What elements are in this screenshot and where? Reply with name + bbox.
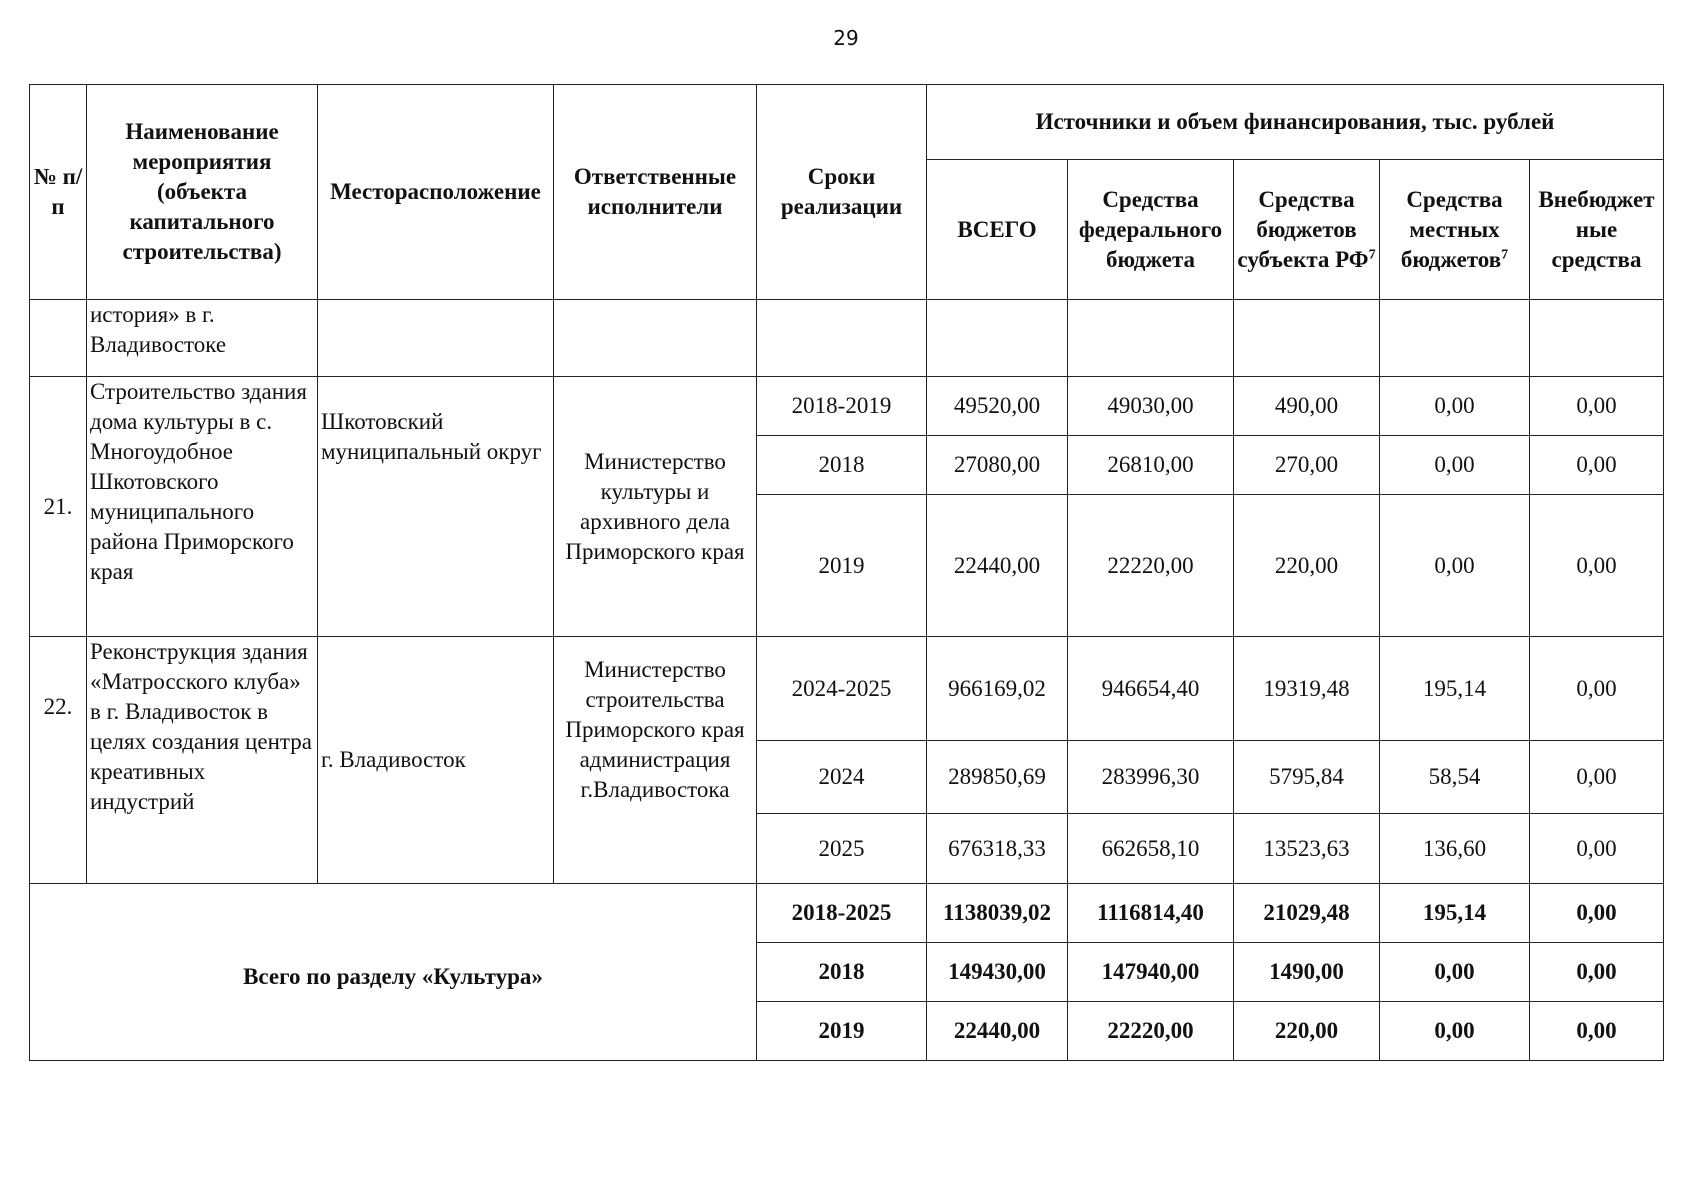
term-cell: 2019: [757, 1002, 927, 1061]
cell-empty: [757, 300, 927, 377]
subject-cell: 13523,63: [1234, 814, 1380, 884]
cell-empty: [1380, 300, 1530, 377]
local-cell: 0,00: [1380, 943, 1530, 1002]
local-cell: 0,00: [1380, 436, 1530, 495]
subject-cell: 220,00: [1234, 495, 1380, 637]
total-cell: 22440,00: [927, 1002, 1068, 1061]
summary-label: Всего по разделу «Культура»: [30, 884, 757, 1061]
item-number: 21.: [30, 377, 87, 637]
subject-cell: 490,00: [1234, 377, 1380, 436]
federal-cell: 1116814,40: [1068, 884, 1234, 943]
item-location: Шкотовский муниципальный округ: [318, 377, 554, 637]
term-cell: 2025: [757, 814, 927, 884]
total-cell: 1138039,02: [927, 884, 1068, 943]
header-row-1: [30, 85, 1664, 160]
term-cell: 2018-2019: [757, 377, 927, 436]
extra-cell: 0,00: [1530, 741, 1664, 814]
cell-empty: [30, 300, 87, 377]
local-cell: 0,00: [1380, 377, 1530, 436]
col-header-sources: Источники и объем финансирования, тыс. рублей: [927, 85, 1664, 160]
extra-cell: 0,00: [1530, 436, 1664, 495]
cell-empty: [927, 300, 1068, 377]
col-header-location: Месторасположение: [318, 85, 554, 300]
term-cell: 2018-2025: [757, 884, 927, 943]
col-header-subject: [1234, 160, 1380, 300]
col-header-total: ВСЕГО: [927, 160, 1068, 300]
subject-cell: 19319,48: [1234, 637, 1380, 741]
item-number: 22.: [30, 637, 87, 884]
total-cell: 49520,00: [927, 377, 1068, 436]
cell-empty: [318, 300, 554, 377]
item-responsible: Министерство строительства Приморского края администрация г.Владивостока: [554, 637, 757, 884]
local-cell: 195,14: [1380, 884, 1530, 943]
subject-cell: 1490,00: [1234, 943, 1380, 1002]
extra-cell: 0,00: [1530, 943, 1664, 1002]
total-cell: 289850,69: [927, 741, 1068, 814]
extra-cell: 0,00: [1530, 637, 1664, 741]
term-cell: 2024: [757, 741, 927, 814]
term-cell: 2018: [757, 436, 927, 495]
extra-cell: 0,00: [1530, 884, 1664, 943]
total-cell: 149430,00: [927, 943, 1068, 1002]
item-responsible: Министерство культуры и архивного дела Приморского края: [554, 377, 757, 637]
extra-cell: 0,00: [1530, 1002, 1664, 1061]
extra-cell: 0,00: [1530, 814, 1664, 884]
subject-cell: 220,00: [1234, 1002, 1380, 1061]
financing-table: [29, 84, 1664, 1061]
cell-empty: [1530, 300, 1664, 377]
item-name: Реконструкция здания «Матросского клуба» в г. Владивосток в целях создания центра креативных индустрий: [87, 637, 318, 884]
local-cell: 136,60: [1380, 814, 1530, 884]
federal-cell: 662658,10: [1068, 814, 1234, 884]
col-header-terms: Сроки реализации: [757, 85, 927, 300]
continuation-name: история» в г. Владивостоке: [87, 300, 318, 377]
term-cell: 2019: [757, 495, 927, 637]
local-cell: 0,00: [1380, 1002, 1530, 1061]
subject-cell: 270,00: [1234, 436, 1380, 495]
subject-cell: 5795,84: [1234, 741, 1380, 814]
footnote-mark: 7: [1501, 246, 1509, 262]
table-row: [30, 637, 1664, 741]
col-header-responsible: Ответственные исполнители: [554, 85, 757, 300]
extra-cell: 0,00: [1530, 495, 1664, 637]
cell-empty: [1234, 300, 1380, 377]
continuation-row: [30, 300, 1664, 377]
col-header-local-text: Средства местных бюджетов: [1400, 186, 1503, 272]
footnote-mark: 7: [1368, 246, 1376, 262]
item-location: г. Владивосток: [318, 637, 554, 884]
extra-cell: 0,00: [1530, 377, 1664, 436]
federal-cell: 22220,00: [1068, 495, 1234, 637]
federal-cell: 147940,00: [1068, 943, 1234, 1002]
table-row: [30, 377, 1664, 436]
term-cell: 2018: [757, 943, 927, 1002]
federal-cell: 22220,00: [1068, 1002, 1234, 1061]
total-cell: 27080,00: [927, 436, 1068, 495]
page-number: 29: [833, 26, 859, 50]
col-header-federal: Средства федерального бюджета: [1068, 160, 1234, 300]
col-header-name: Наименование мероприятия (объекта капитального строительства): [87, 85, 318, 300]
cell-empty: [1068, 300, 1234, 377]
local-cell: 195,14: [1380, 637, 1530, 741]
total-cell: 966169,02: [927, 637, 1068, 741]
subject-cell: 21029,48: [1234, 884, 1380, 943]
col-header-local: [1380, 160, 1530, 300]
term-cell: 2024-2025: [757, 637, 927, 741]
federal-cell: 26810,00: [1068, 436, 1234, 495]
federal-cell: 283996,30: [1068, 741, 1234, 814]
cell-empty: [554, 300, 757, 377]
col-header-extra: Внебюджет ные средства: [1530, 160, 1664, 300]
summary-row: [30, 884, 1664, 943]
total-cell: 676318,33: [927, 814, 1068, 884]
item-name: Строительство здания дома культуры в с. Многоудобное Шкотовского муниципального района Приморского края: [87, 377, 318, 637]
local-cell: 58,54: [1380, 741, 1530, 814]
col-header-subject-text: Средства бюджетов субъекта РФ: [1237, 186, 1369, 272]
federal-cell: 946654,40: [1068, 637, 1234, 741]
federal-cell: 49030,00: [1068, 377, 1234, 436]
col-header-num: № п/п: [30, 85, 87, 300]
total-cell: 22440,00: [927, 495, 1068, 637]
local-cell: 0,00: [1380, 495, 1530, 637]
